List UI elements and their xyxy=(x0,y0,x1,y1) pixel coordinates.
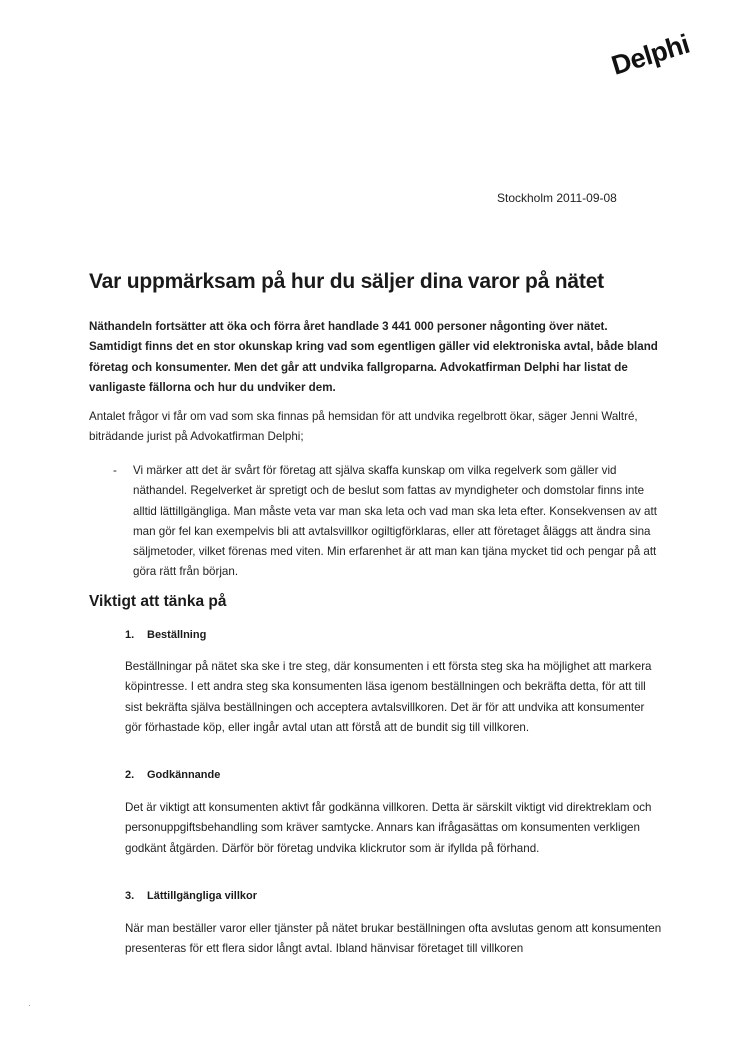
item-heading-3 xyxy=(125,890,257,902)
dateline: Stockholm 2011-09-08 xyxy=(497,191,617,205)
item-paragraph-2: Det är viktigt att konsumenten aktivt får godkänna villkoren. Detta är särskilt viktigt vid direktreklam och personuppgiftsbehandling som kräver samtycke. Annars kan ifrågasättas om konsumenten verkligen godkänt åtgärden. Därför bör företag undvika klickrutor som är ifyllda på förhand. xyxy=(125,801,652,855)
item-number: 2. xyxy=(125,769,135,781)
item-paragraph-3: När man beställer varor eller tjänster på nätet brukar beställningen ofta avslutas genom att konsumenten presenteras för ett flera sidor långt avtal. Ibland hänvisar företaget till villkoren xyxy=(125,922,662,956)
item-heading-1 xyxy=(125,629,206,641)
item-paragraph-1: Beställningar på nätet ska ske i tre steg, där konsumenten i ett första steg ska ha möjlighet att markera köpintresse. I ett andra steg ska konsumenten läsa igenom beställningen och bekräfta detta, för att till sist bekräfta själva beställningen och acceptera avtalsvillkoren. Det är för att undvika att konsumenter gör förhastade köp, eller ingår avtal utan att förstå att de bundit sig till villkoren. xyxy=(125,660,652,734)
section-heading: Viktigt att tänka på xyxy=(89,593,227,610)
lead-paragraph: Näthandeln fortsätter att öka och förra året handlade 3 441 000 personer någonting över nätet. Samtidigt finns det en stor okunskap kring vad som egentligen gäller vid elektroniska avtal, både bland företag och konsumenter. Men det går att undvika fallgroparna. Advokatfirman Delphi har listat de vanligaste fällorna och hur du undviker dem. xyxy=(89,320,658,394)
item-title: Lättillgängliga villkor xyxy=(147,890,258,902)
item-number: 3. xyxy=(125,890,135,902)
quote-bullet: - xyxy=(113,464,117,477)
item-number: 1. xyxy=(125,629,135,641)
item-heading-2 xyxy=(125,769,220,781)
footer-mark: . xyxy=(28,998,31,1009)
delphi-logo: Delphi xyxy=(608,28,693,81)
page-title: Var uppmärksam på hur du säljer dina varor på nätet xyxy=(89,270,604,293)
intro-paragraph: Antalet frågor vi får om vad som ska finnas på hemsidan för att undvika regelbrott ökar, säger Jenni Waltré, biträdande jurist på Advokatfirman Delphi; xyxy=(89,410,638,444)
quote-paragraph: Vi märker att det är svårt för företag att själva skaffa kunskap om vilka regelverk som gäller vid näthandel. Regelverket är spretigt och de beslut som fattas av myndigheter och domstolar finns inte alltid lättillgängliga. Man måste veta var man ska leta och vad man ska leta efter. Konsekvensen av att man gör fel kan exempelvis bli att avtalsvillkor ogiltigförklaras, eller att företaget åläggs att ändra sina säljmetoder, vilket förenas med viten. Min erfarenhet är att man kan tjäna mycket tid och pengar på att göra rätt från början. xyxy=(133,464,657,579)
item-title: Beställning xyxy=(147,629,207,641)
item-title: Godkännande xyxy=(147,769,221,781)
